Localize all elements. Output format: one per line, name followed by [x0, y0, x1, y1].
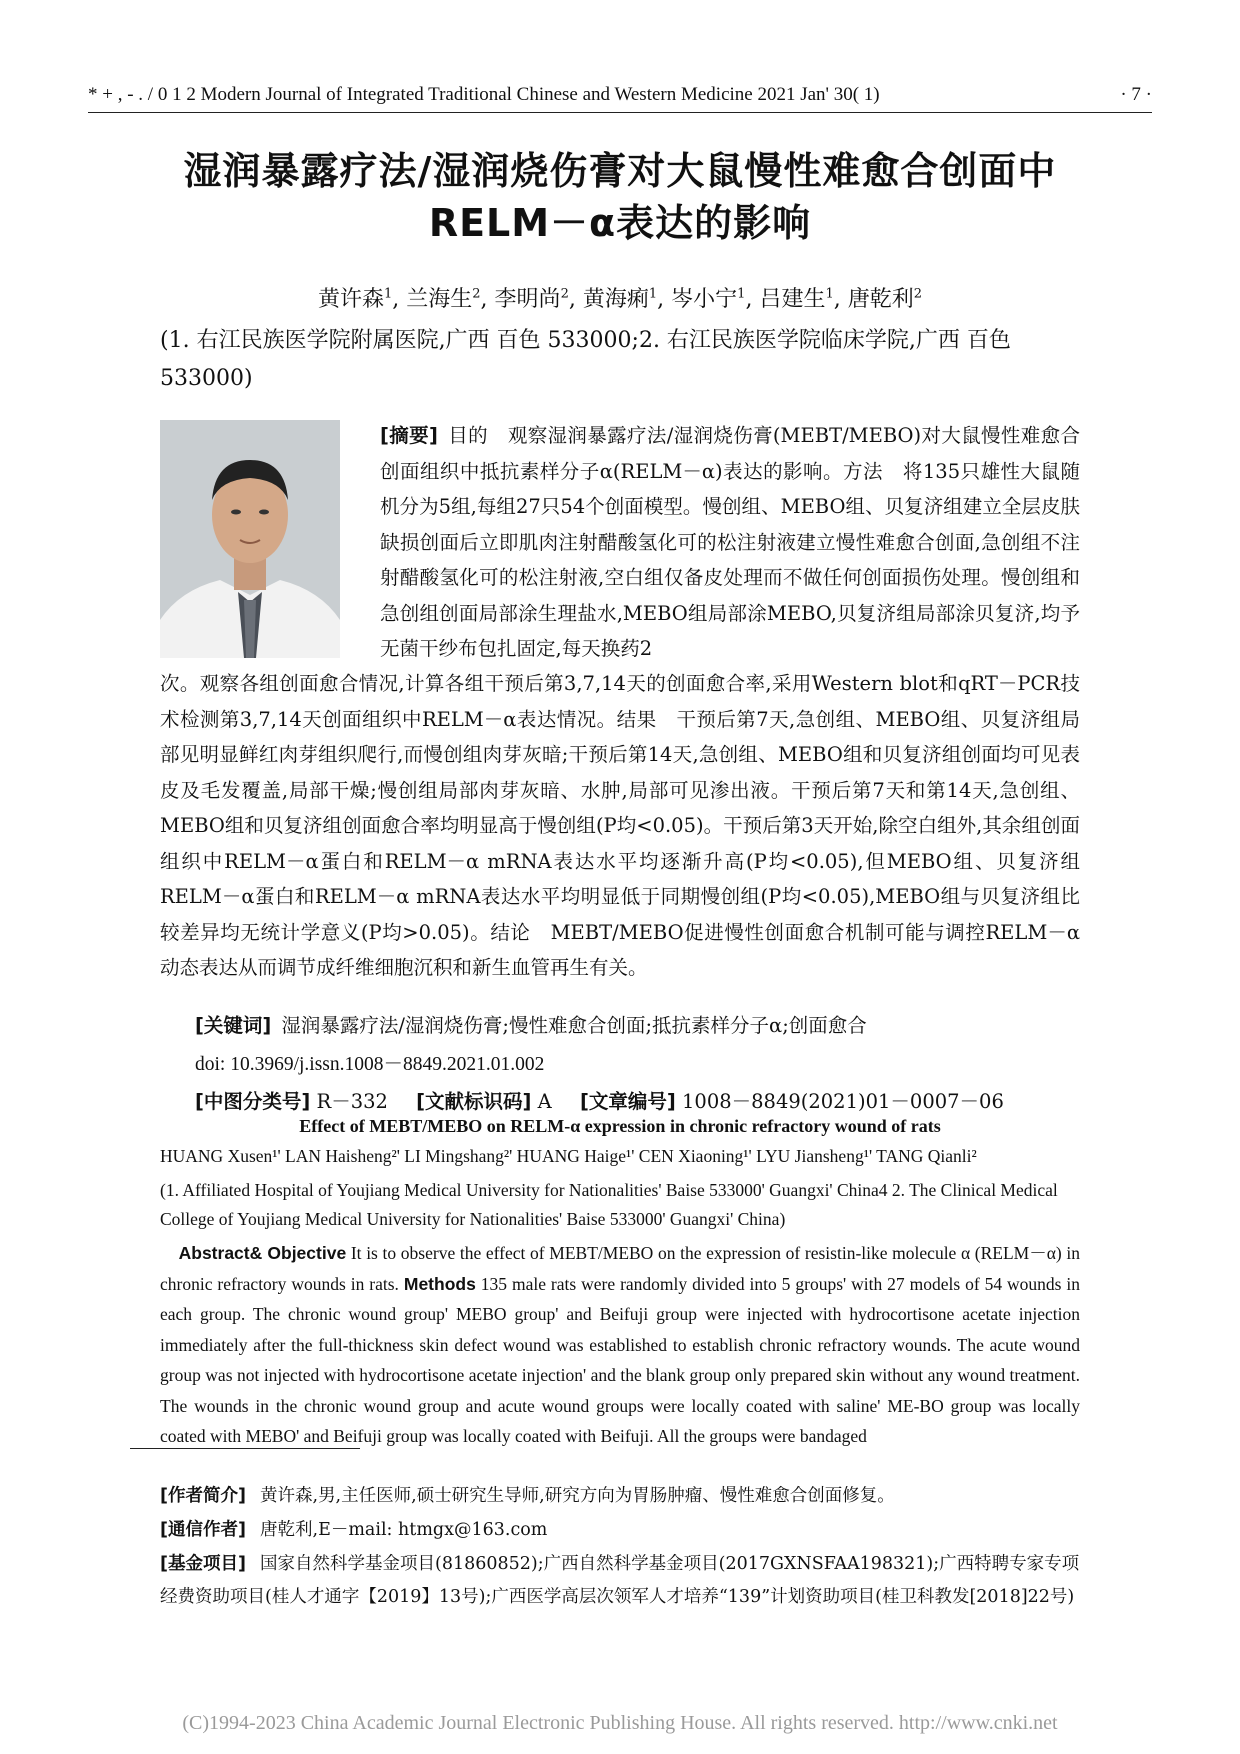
abstract-text-1: 目的 观察湿润暴露疗法/湿润烧伤膏(MEBT/MEBO)对大鼠慢性难愈合创面组织中抵抗素样分子α(RELM－α)表达的影响。方法 将135只雄性大鼠随机分为5组,每组27只54个创面模型。慢创组、MEBO组、贝复济组建立全层皮肤缺损创面后立即肌肉注射醋酸氢化可的松注射液建立慢性难愈合创面,急创组不注射醋酸氢化可的松注射液,空白组仅备皮处理而不做任何创面损伤处理。慢创组和急创组创面局部涂生理盐水,MEBO组局部涂MEBO,贝复济组局部涂贝复济,均予无菌干纱布包扎固定,每天换药2	[380, 424, 1080, 660]
running-header	[88, 84, 1152, 110]
doc-code-value: A	[537, 1090, 552, 1113]
english-authors: HUANG Xusen¹' LAN Haisheng²' LI Mingshang²' HUANG Haige¹' CEN Xiaoning¹' LYU Jiansheng¹' TANG Qianli²	[160, 1146, 977, 1166]
author: 吕建生$^1$	[759, 286, 834, 312]
footnote-correspondence	[160, 1514, 1090, 1547]
classification-line	[195, 1086, 1095, 1114]
correspondence-text[interactable]: 唐乾利,E－mail: htmgx@163.com	[260, 1520, 548, 1540]
author: 李明尚$^2$	[494, 286, 569, 312]
footnote-funding	[160, 1548, 1090, 1614]
author-list: 黄许森$^1$, 兰海生$^2$, 李明尚$^2$, 黄海痢$^1$, 岑小宁$^1$, 吕建生$^1$, 唐乾利$^2$	[317, 286, 923, 312]
header-divider	[88, 112, 1152, 113]
affiliations: (1. 右江民族医学院附属医院,广西 百色 533000;2. 右江民族医学院临床学院,广西 百色 533000)	[160, 328, 1011, 391]
english-abstract-methods: 135 male rats were randomly divided into 5 groups' with 27 models of 54 wounds in each group. The chronic wound group' MEBO group' and Beifuji group were injected with hydrocortisone acetate injection immediately after the full-thickness skin defect wound was established to establish chronic refractory wounds. The acute wound group was not injected with hydrocortisone acetate injection' and the blank group only prepared skin without any wound treatment. The wounds in the chronic wound group and acute wound groups were locally coated with saline' ME-BO group was locally coated with MEBO' and Beifuji group was locally coated with Beifuji. All the groups were bandaged	[160, 1273, 1081, 1446]
doc-code-label: [文献标识码]	[416, 1090, 532, 1113]
footnote-divider	[130, 1448, 360, 1449]
english-methods-label: Methods	[403, 1273, 476, 1294]
article-number-value: 1008－8849(2021)01－0007－06	[682, 1090, 1004, 1113]
abstract-label: [摘要]	[380, 424, 438, 447]
author-bio-label: [作者简介]	[160, 1486, 246, 1506]
keywords-text: 湿润暴露疗法/湿润烧伤膏;慢性难愈合创面;抵抗素样分子α;创面愈合	[281, 1014, 867, 1037]
author-photo	[160, 420, 340, 658]
author: 岑小宁$^1$	[671, 286, 746, 312]
portrait-image	[160, 420, 340, 658]
doi-link[interactable]: doi: 10.3969/j.issn.1008－8849.2021.01.002	[195, 1054, 545, 1075]
english-abstract-objective: It is to observe the effect of MEBT/MEBO on the expression of resistin-like molecule α (RELM－α) in chronic refractory wounds in rats.	[160, 1243, 1081, 1294]
copyright-notice: (C)1994-2023 China Academic Journal Electronic Publishing House. All rights reserved. http://www.cnki.net	[182, 1712, 1058, 1734]
abstract-cn-part1	[380, 418, 1080, 667]
title-line-1: 湿润暴露疗法/湿润烧伤膏对大鼠慢性难愈合创面中	[183, 149, 1057, 193]
author: 黄海痢$^1$	[582, 286, 658, 312]
clc-value: R－332	[316, 1090, 388, 1113]
abstract-cn-part2: 次。观察各组创面愈合情况,计算各组干预后第3,7,14天的创面愈合率,采用Western blot和qRT－PCR技术检测第3,7,14天创面组织中RELM－α表达情况。结果 干预后第7天,急创组、MEBO组、贝复济组局部见明显鲜红肉芽组织爬行,而慢创组肉芽灰暗;干预后第14天,急创组、MEBO组和贝复济组创面均可见表皮及毛发覆盖,局部干燥;慢创组局部肉芽灰暗、水肿,局部可见渗出液。干预后第7天和第14天,急创组、MEBO组和贝复济组创面愈合率均明显高于慢创组(P均<0.05)。干预后第3天开始,除空白组外,其余组创面组织中RELM－α蛋白和RELM－α mRNA表达水平均逐渐升高(P均<0.05),但MEBO组、贝复济组RELM－α蛋白和RELM－α mRNA表达水平均明显低于同期慢创组(P均<0.05),MEBO组与贝复济组比较差异均无统计学意义(P均>0.05)。结论 MEBT/MEBO促进慢性创面愈合机制可能与调控RELM－α动态表达从而调节成纤维细胞沉积和新生血管再生有关。	[160, 672, 1080, 979]
author: 兰海生$^2$	[406, 286, 481, 312]
author: 黄许森$^1$	[317, 286, 393, 312]
english-affiliations: (1. Affiliated Hospital of Youjiang Medical University for Nationalities' Baise 533000' Guangxi' China4 2. The Clinical Medical College of Youjiang Medical University for Nationalities' Baise 533000' Guangxi' China)	[160, 1180, 1058, 1229]
footnote-author-bio	[160, 1480, 1090, 1513]
title-line-2: RELM－α表达的影响	[428, 201, 812, 245]
keywords-label: [关键词]	[195, 1014, 272, 1037]
english-title: Effect of MEBT/MEBO on RELM-α expression in chronic refractory wound of rats	[299, 1116, 941, 1136]
article-number-label: [文章编号]	[579, 1090, 676, 1113]
page-number: · 7 ·	[1120, 84, 1152, 105]
correspondence-label: [通信作者]	[160, 1520, 246, 1540]
funding-text: 国家自然科学基金项目(81860852);广西自然科学基金项目(2017GXNSFAA198321);广西特聘专家专项经费资助项目(桂人才通字【2019】13号);广西医学高层次领军人才培养“139”计划资助项目(桂卫科教发[2018]22号)	[160, 1554, 1080, 1607]
clc-label: [中图分类号]	[195, 1090, 311, 1113]
english-abstract	[160, 1238, 1080, 1452]
journal-citation: * + , - . / 0 1 2 Modern Journal of Integrated Traditional Chinese and Western Medicine 2021 Jan' 30( 1)	[88, 84, 880, 105]
english-abstract-label: Abstract& Objective	[178, 1243, 347, 1263]
author: 唐乾利$^2$	[847, 286, 923, 312]
funding-label: [基金项目]	[160, 1554, 246, 1574]
author-bio-text: 黄许森,男,主任医师,硕士研究生导师,研究方向为胃肠肿瘤、慢性难愈合创面修复。	[260, 1486, 895, 1506]
keywords	[195, 1010, 1095, 1038]
